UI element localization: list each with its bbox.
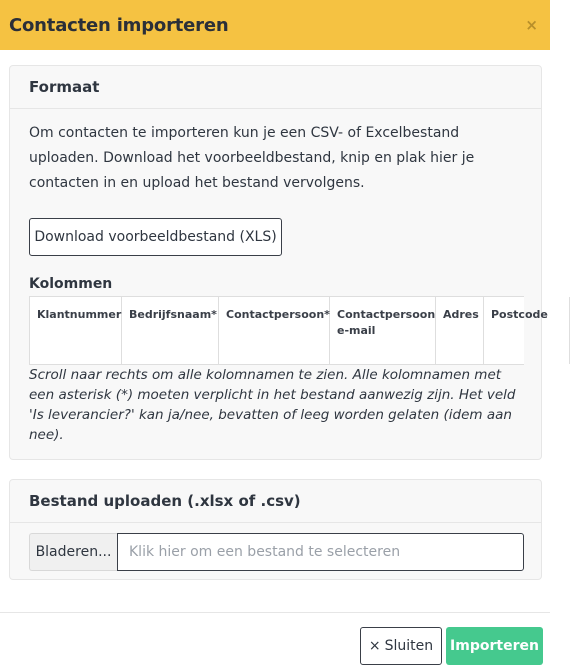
download-sample-button[interactable]: Download voorbeeldbestand (XLS) xyxy=(29,218,282,256)
column-header: Adres xyxy=(436,297,484,364)
browse-button[interactable]: Bladeren... xyxy=(29,533,117,571)
column-header: Bedrijfsnaam* xyxy=(122,297,219,364)
footer-divider xyxy=(0,612,550,613)
file-upload-group xyxy=(29,533,524,571)
file-select-input[interactable] xyxy=(117,533,524,571)
columns-table[interactable] xyxy=(29,296,548,365)
modal-title: Contacten importeren xyxy=(9,14,229,36)
close-icon[interactable]: × xyxy=(525,16,538,34)
format-intro-text: Om contacten te importeren kun je een CSV- of Excelbestand uploaden. Download het voorbeeldbestand, knip en plak hier je contacten in en upload het bestand vervolgens. xyxy=(29,125,475,191)
import-button[interactable]: Importeren xyxy=(446,627,543,665)
columns-note: Scroll naar rechts om alle kolomnamen te zien. Alle kolomnamen met een asterisk (*) moeten verplicht in het bestand aanwezig zijn. Het veld 'Is leverancier?' kan ja/nee, bevatten of leeg worden gelaten (idem aan nee). xyxy=(29,367,516,443)
columns-header-row xyxy=(29,297,548,364)
upload-card xyxy=(9,479,542,580)
format-card-title: Formaat xyxy=(10,66,541,109)
modal-header xyxy=(0,0,550,50)
column-header: Contactpersoon* xyxy=(219,297,330,364)
close-button[interactable] xyxy=(360,627,442,665)
column-header: Contactpersoon e-mail xyxy=(330,297,436,364)
column-header: Klantnummer xyxy=(29,297,122,364)
columns-heading: Kolommen xyxy=(29,276,113,292)
column-header: Postcode xyxy=(484,297,570,364)
format-card xyxy=(9,65,548,460)
close-icon: × xyxy=(368,638,381,654)
upload-card-title: Bestand uploaden (.xlsx of .csv) xyxy=(10,480,541,523)
close-button-label: Sluiten xyxy=(384,638,434,654)
